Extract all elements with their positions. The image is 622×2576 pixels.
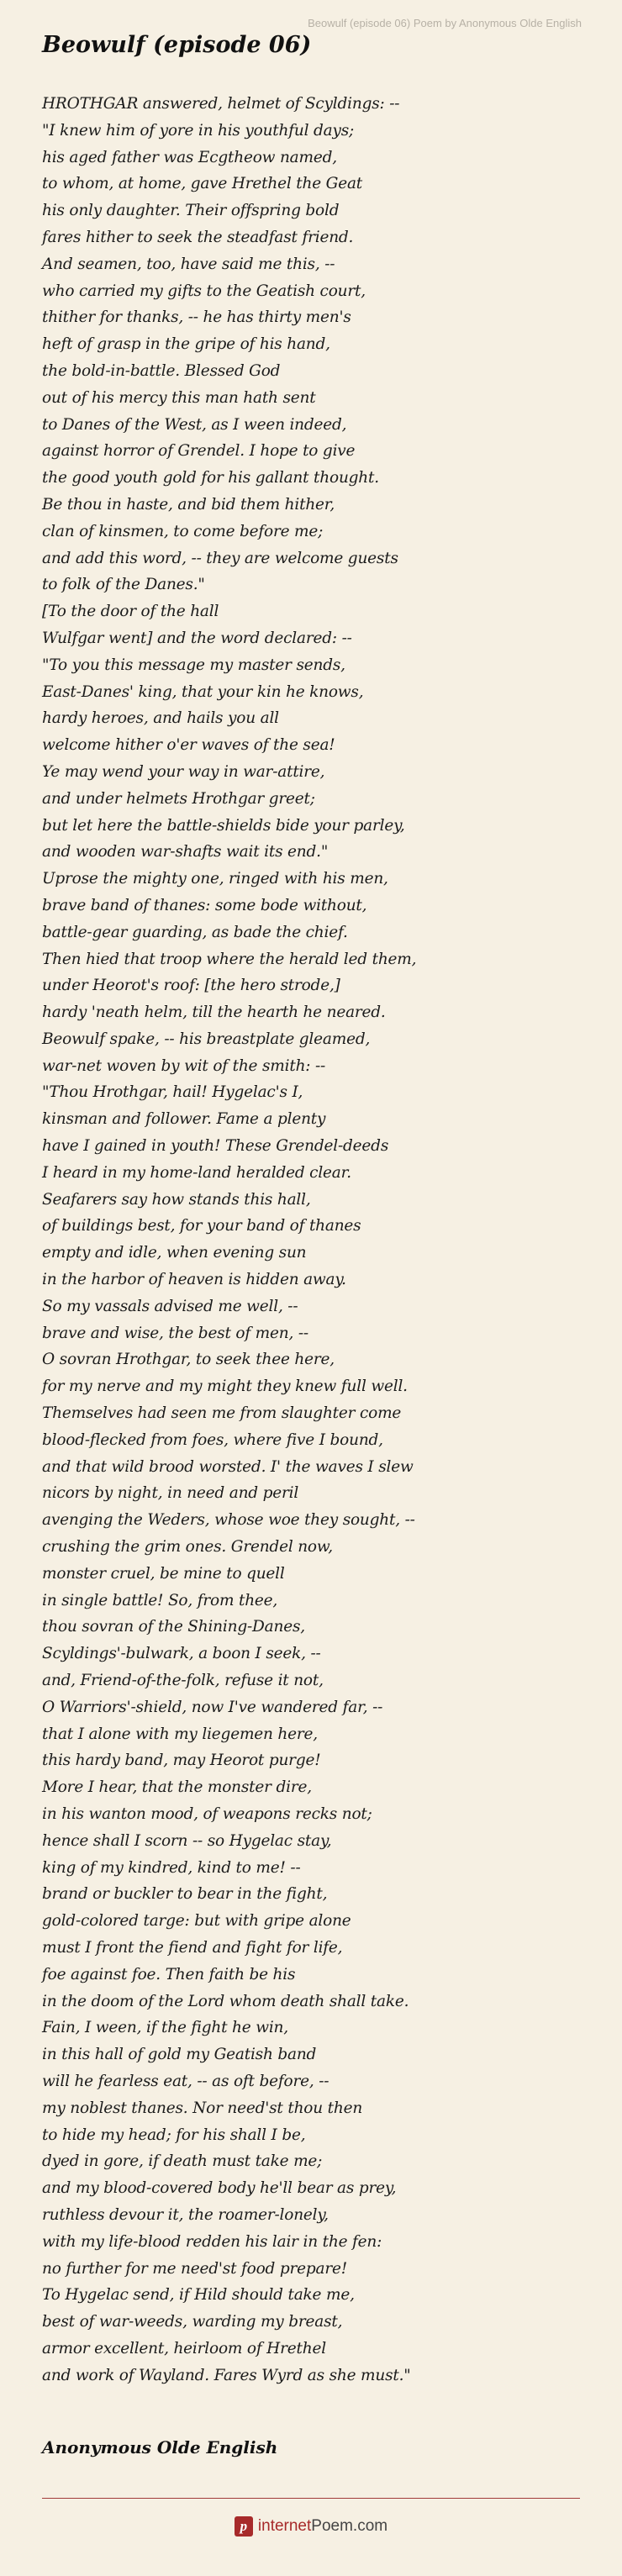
poem-line: in his wanton mood, of weapons recks not; [42,1805,372,1823]
poem-author[interactable]: Anonymous Olde English [42,2437,278,2457]
poem-line: to hide my head; for his shall I be, [42,2126,306,2144]
poem-line: Wulfgar went] and the word declared: -- [42,629,352,647]
poem-line: East-Danes' king, that your kin he knows, [42,682,364,701]
poem-line: his only daughter. Their offspring bold [42,202,340,220]
poem-line: To Hygelac send, if Hild should take me, [42,2286,355,2305]
poem-line: blood-flecked from foes, where five I bound, [42,1430,383,1449]
site-brand[interactable] [0,2516,622,2536]
poem-line: my noblest thanes. Nor need'st thou then [42,2099,363,2117]
poem-line: Be thou in haste, and bid them hither, [42,495,335,514]
poem-line: who carried my gifts to the Geatish court, [42,282,366,300]
poem-line: Fain, I ween, if the fight he win, [42,2019,288,2037]
poem-line: hardy 'neath helm, till the hearth he neared. [42,1004,386,1022]
page-caption: Beowulf (episode 06) Poem by Anonymous Olde English [308,17,582,29]
poem-line: and under helmets Hrothgar greet; [42,789,315,808]
poem-line: out of his mercy this man hath sent [42,388,316,407]
poem-line: So my vassals advised me well, -- [42,1297,298,1315]
poem-line: empty and idle, when evening sun [42,1244,307,1262]
poem-line: HROTHGAR answered, helmet of Scyldings: -- [42,95,400,113]
poem-title: Beowulf (episode 06) [42,32,312,58]
poem-line: no further for me need'st food prepare! [42,2259,347,2278]
poem-line: against horror of Grendel. I hope to give [42,442,356,461]
poem-line: Beowulf spake, -- his breastplate gleamed, [42,1030,371,1048]
poem-line: avenging the Weders, whose woe they sought, -- [42,1511,415,1530]
poem-line: in this hall of gold my Geatish band [42,2046,317,2064]
poem-line: welcome hither o'er waves of the sea! [42,736,335,755]
poem-line: brand or buckler to bear in the fight, [42,1885,328,1904]
poem-line: and that wild brood worsted. I' the waves I slew [42,1457,414,1476]
poem-line: for my nerve and my might they knew full well. [42,1378,408,1396]
poem-line: heft of grasp in the gripe of his hand, [42,335,330,354]
poem-line: "Thou Hrothgar, hail! Hygelac's I, [42,1083,303,1102]
poem-line: and work of Wayland. Fares Wyrd as she must." [42,2366,411,2384]
poem-line: thou sovran of the Shining-Danes, [42,1618,305,1636]
poem-line: with my life-blood redden his lair in the fen: [42,2232,382,2251]
poem-line: will he fearless eat, -- as oft before, -- [42,2072,329,2090]
poem-line: have I gained in youth! These Grendel-deeds [42,1137,389,1156]
poem-line: to whom, at home, gave Hrethel the Geat [42,175,363,193]
poem-line: gold-colored targe: but with gripe alone [42,1912,351,1931]
poem-line: Ye may wend your way in war-attire, [42,762,325,781]
poem-line: kinsman and follower. Fame a plenty [42,1110,326,1129]
poem-line: and add this word, -- they are welcome guests [42,549,398,567]
internetpoem-logo-icon: p [235,2516,253,2536]
poem-line: And seamen, too, have said me this, -- [42,255,335,273]
poem-line: the bold-in-battle. Blessed God [42,361,281,380]
poem-line: this hardy band, may Heorot purge! [42,1752,321,1770]
poem-line: hence shall I scorn -- so Hygelac stay, [42,1831,332,1850]
poem-line: to Danes of the West, as I ween indeed, [42,415,347,434]
poem-line: king of my kindred, kind to me! -- [42,1858,301,1877]
poem-line: the good youth gold for his gallant thought. [42,469,379,487]
poem-line: "To you this message my master sends, [42,656,345,674]
brand-name-part1: internet [257,2517,312,2535]
poem-line: in single battle! So, from thee, [42,1591,278,1609]
poem-line: nicors by night, in need and peril [42,1484,299,1503]
poem-line: dyed in gore, if death must take me; [42,2152,323,2171]
poem-line: and my blood-covered body he'll bear as prey, [42,2179,397,2198]
poem-body [42,91,597,2389]
poem-line: ruthless devour it, the roamer-lonely, [42,2205,329,2224]
brand-name-part2: Poem.com [311,2517,388,2535]
poem-line: O Warriors'-shield, now I've wandered far, -- [42,1698,383,1716]
poem-line: in the doom of the Lord whom death shall take. [42,1992,409,2010]
poem-line: I heard in my home-land heralded clear. [42,1163,351,1182]
poem-line: best of war-weeds, warding my breast, [42,2313,343,2331]
poem-line: and, Friend-of-the-folk, refuse it not, [42,1672,324,1690]
poem-line: under Heorot's roof: [the hero strode,] [42,977,340,995]
poem-line: that I alone with my liegemen here, [42,1725,318,1743]
poem-line: war-net woven by wit of the smith: -- [42,1056,326,1075]
poem-line: Scyldings'-bulwark, a boon I seek, -- [42,1645,321,1663]
poem-line: "I knew him of yore in his youthful days; [42,121,355,140]
poem-line: Uprose the mighty one, ringed with his men, [42,870,388,888]
poem-line: to folk of the Danes." [42,576,205,594]
poem-line: clan of kinsmen, to come before me; [42,522,324,540]
poem-line: battle-gear guarding, as bade the chief. [42,923,348,941]
poem-line: brave band of thanes: some bode without, [42,896,367,914]
poem-line: [To the door of the hall [42,603,219,621]
poem-line: and wooden war-shafts wait its end." [42,843,329,861]
poem-line: but let here the battle-shields bide your parley, [42,816,405,835]
poem-line: Then hied that troop where the herald led them, [42,950,417,968]
poem-line: Seafarers say how stands this hall, [42,1190,311,1209]
footer-divider [42,2498,580,2499]
poem-line: crushing the grim ones. Grendel now, [42,1538,333,1557]
poem-line: must I front the fiend and fight for life, [42,1938,343,1957]
poem-line: monster cruel, be mine to quell [42,1564,285,1583]
poem-line: foe against foe. Then faith be his [42,1965,296,1983]
poem-line: his aged father was Ecgtheow named, [42,148,337,166]
poem-line: O sovran Hrothgar, to seek thee here, [42,1351,335,1369]
poem-line: of buildings best, for your band of thanes [42,1217,361,1235]
poem-line: thither for thanks, -- he has thirty men's [42,308,351,327]
poem-line: brave and wise, the best of men, -- [42,1324,308,1342]
poem-line: More I hear, that the monster dire, [42,1778,312,1797]
poem-line: fares hither to seek the steadfast friend. [42,228,354,246]
poem-line: hardy heroes, and hails you all [42,709,279,728]
poem-line: Themselves had seen me from slaughter come [42,1404,402,1423]
poem-line: armor excellent, heirloom of Hrethel [42,2339,326,2357]
poem-line: in the harbor of heaven is hidden away. [42,1271,346,1289]
